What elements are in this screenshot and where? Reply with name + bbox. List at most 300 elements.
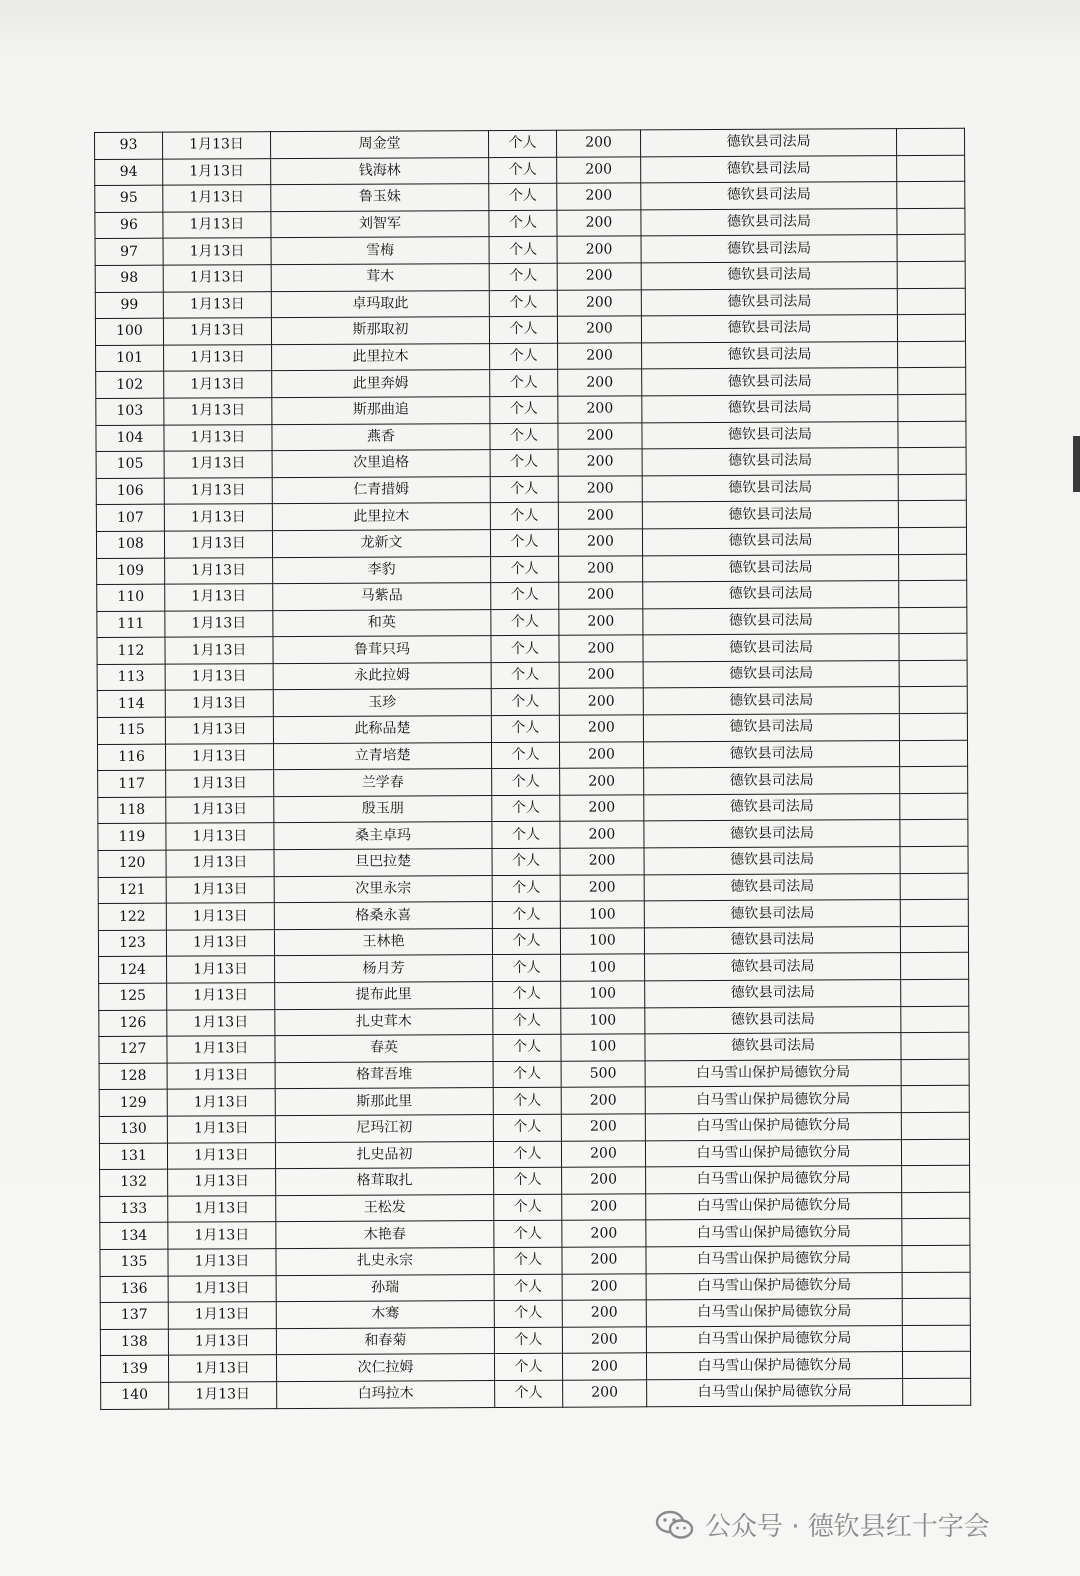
cell-donor-type: 个人 (490, 343, 558, 370)
cell-number: 117 (98, 770, 166, 797)
cell-amount: 200 (558, 476, 642, 503)
cell-date: 1月13日 (168, 1275, 276, 1302)
cell-donor-type: 个人 (493, 1008, 561, 1035)
watermark-text: 公众号 · 德钦县红十字会 (705, 1512, 990, 1542)
donation-table (94, 128, 971, 1410)
cell-amount: 200 (559, 635, 643, 662)
cell-remark (898, 474, 966, 501)
cell-date: 1月13日 (166, 903, 274, 930)
cell-donor-name: 扎史茸木 (275, 1008, 493, 1036)
cell-date: 1月13日 (165, 664, 273, 691)
cell-donor-name: 王松发 (276, 1194, 494, 1222)
cell-donor-type: 个人 (493, 1088, 561, 1115)
cell-donor-name: 雪梅 (271, 237, 489, 265)
cell-donor-name: 和春菊 (276, 1327, 494, 1355)
cell-donor-type: 个人 (490, 529, 558, 556)
table-row (97, 580, 967, 611)
cell-number: 109 (97, 558, 165, 585)
table-row (95, 314, 965, 345)
table-row (100, 1352, 970, 1383)
cell-work-unit: 德钦县司法局 (643, 554, 899, 582)
cell-donor-name: 桑主卓玛 (274, 822, 492, 850)
cell-work-unit: 德钦县司法局 (642, 341, 898, 369)
cell-date: 1月13日 (163, 185, 271, 212)
table-row (96, 447, 966, 478)
table-row (99, 979, 969, 1010)
table-row (96, 527, 966, 558)
cell-date: 1月13日 (168, 1302, 276, 1329)
cell-date: 1月13日 (168, 1195, 276, 1222)
cell-donor-name: 次里永宗 (274, 875, 492, 903)
cell-donor-type: 个人 (493, 1141, 561, 1168)
cell-donor-type: 个人 (491, 662, 559, 689)
cell-work-unit: 德钦县司法局 (644, 926, 900, 954)
table-row (98, 820, 968, 851)
cell-donor-name: 次里追格 (272, 450, 490, 478)
table-row (100, 1165, 970, 1196)
cell-donor-name: 兰学春 (274, 769, 492, 797)
cell-donor-name: 格茸取扎 (276, 1168, 494, 1196)
cell-date: 1月13日 (167, 1116, 275, 1143)
cell-donor-type: 个人 (491, 715, 559, 742)
cell-amount: 200 (558, 529, 642, 556)
cell-date: 1月13日 (164, 371, 272, 398)
table-row (100, 1272, 970, 1303)
cell-amount: 200 (558, 422, 642, 449)
cell-number: 127 (99, 1036, 167, 1063)
cell-amount: 100 (560, 928, 644, 955)
cell-date: 1月13日 (165, 584, 273, 611)
cell-donor-name: 燕香 (272, 423, 490, 451)
cell-donor-type: 个人 (492, 768, 560, 795)
cell-date: 1月13日 (167, 1036, 275, 1063)
table-row (98, 846, 968, 877)
cell-work-unit: 德钦县司法局 (645, 1006, 901, 1034)
cell-donor-name: 茸木 (271, 264, 489, 292)
cell-date: 1月13日 (168, 1328, 276, 1355)
cell-work-unit: 德钦县司法局 (643, 581, 899, 609)
cell-date: 1月13日 (163, 132, 271, 159)
cell-amount: 200 (559, 582, 643, 609)
cell-date: 1月13日 (165, 743, 273, 770)
cell-work-unit: 德钦县司法局 (642, 395, 898, 423)
cell-donor-type: 个人 (493, 1114, 561, 1141)
cell-amount: 200 (557, 210, 641, 237)
cell-number: 95 (95, 185, 163, 212)
cell-remark (899, 554, 967, 581)
table-row (95, 208, 965, 239)
cell-donor-type: 个人 (491, 689, 559, 716)
cell-number: 112 (97, 637, 165, 664)
cell-amount: 200 (557, 183, 641, 210)
cell-remark (900, 846, 968, 873)
cell-donor-name: 龙新文 (272, 529, 490, 557)
table-row (98, 873, 968, 904)
cell-work-unit: 白马雪山保护局德钦分局 (646, 1325, 902, 1353)
cell-work-unit: 白马雪山保护局德钦分局 (646, 1219, 902, 1247)
cell-number: 106 (96, 478, 164, 505)
cell-remark (902, 1272, 970, 1299)
cell-amount: 200 (563, 1380, 647, 1407)
cell-amount: 200 (561, 1114, 645, 1141)
cell-donor-type: 个人 (493, 1034, 561, 1061)
cell-donor-name: 格桑永喜 (274, 902, 492, 930)
cell-donor-name: 尼玛江初 (275, 1115, 493, 1143)
cell-work-unit: 白马雪山保护局德钦分局 (647, 1378, 903, 1406)
cell-remark (902, 1245, 970, 1272)
cell-date: 1月13日 (165, 717, 273, 744)
cell-date: 1月13日 (167, 1089, 275, 1116)
cell-donor-name: 斯那曲追 (272, 397, 490, 425)
table-row (96, 394, 966, 425)
cell-amount: 200 (562, 1300, 646, 1327)
cell-amount: 200 (557, 316, 641, 343)
cell-date: 1月13日 (163, 265, 271, 292)
cell-number: 105 (96, 451, 164, 478)
cell-donor-type: 个人 (493, 981, 561, 1008)
cell-remark (901, 1086, 969, 1113)
table-row (100, 1325, 970, 1356)
cell-donor-name: 此称品楚 (273, 716, 491, 744)
cell-date: 1月13日 (164, 531, 272, 558)
cell-amount: 200 (559, 688, 643, 715)
cell-donor-name: 格茸吾堆 (275, 1061, 493, 1089)
cell-donor-name: 斯那取初 (271, 317, 489, 345)
cell-amount: 100 (561, 954, 645, 981)
cell-amount: 200 (560, 848, 644, 875)
cell-donor-name: 提布此里 (275, 982, 493, 1010)
cell-remark (900, 899, 968, 926)
cell-amount: 200 (560, 795, 644, 822)
cell-number: 97 (95, 239, 163, 266)
table-row (95, 261, 965, 292)
cell-remark (899, 740, 967, 767)
table-row (95, 128, 965, 159)
table-row (96, 368, 966, 399)
cell-donor-name: 刘智军 (271, 210, 489, 238)
cell-remark (901, 1112, 969, 1139)
cell-work-unit: 德钦县司法局 (643, 607, 899, 635)
cell-number: 119 (98, 824, 166, 851)
cell-amount: 200 (559, 741, 643, 768)
cell-number: 115 (97, 717, 165, 744)
cell-donor-name: 仁青措姆 (272, 476, 490, 504)
table-row (99, 1086, 969, 1117)
cell-donor-type: 个人 (492, 901, 560, 928)
cell-donor-name: 白玛拉木 (277, 1380, 495, 1408)
cell-donor-type: 个人 (490, 396, 558, 423)
table-row (100, 1298, 970, 1329)
table-row (99, 1032, 969, 1063)
table-row (97, 607, 967, 638)
table-row (99, 1006, 969, 1037)
cell-donor-name: 木艳春 (276, 1221, 494, 1249)
cell-remark (897, 155, 965, 182)
cell-date: 1月13日 (166, 850, 274, 877)
cell-donor-type: 个人 (494, 1247, 562, 1274)
cell-number: 96 (95, 212, 163, 239)
table-row (97, 713, 967, 744)
cell-amount: 200 (560, 874, 644, 901)
cell-amount: 200 (558, 396, 642, 423)
cell-work-unit: 白马雪山保护局德钦分局 (646, 1352, 902, 1380)
cell-date: 1月13日 (165, 557, 273, 584)
cell-work-unit: 德钦县司法局 (643, 634, 899, 662)
cell-work-unit: 德钦县司法局 (642, 527, 898, 555)
table-row (95, 155, 965, 186)
wechat-icon (655, 1510, 695, 1540)
cell-number: 129 (99, 1090, 167, 1117)
cell-remark (899, 634, 967, 661)
cell-donor-type: 个人 (494, 1221, 562, 1248)
cell-date: 1月13日 (163, 158, 271, 185)
cell-donor-name: 立青培楚 (273, 742, 491, 770)
cell-donor-type: 个人 (489, 316, 557, 343)
cell-remark (898, 501, 966, 528)
cell-work-unit: 德钦县司法局 (642, 448, 898, 476)
cell-number: 93 (95, 132, 163, 159)
cell-amount: 200 (559, 715, 643, 742)
cell-remark (899, 580, 967, 607)
cell-donor-type: 个人 (491, 556, 559, 583)
cell-remark (900, 926, 968, 953)
cell-number: 100 (95, 318, 163, 345)
cell-date: 1月13日 (166, 876, 274, 903)
cell-donor-type: 个人 (490, 423, 558, 450)
cell-number: 101 (96, 345, 164, 372)
cell-amount: 100 (561, 981, 645, 1008)
cell-work-unit: 德钦县司法局 (642, 368, 898, 396)
cell-number: 132 (100, 1169, 168, 1196)
cell-donor-name: 王林艳 (274, 928, 492, 956)
cell-remark (903, 1378, 971, 1405)
cell-remark (899, 607, 967, 634)
cell-remark (897, 181, 965, 208)
cell-work-unit: 德钦县司法局 (640, 129, 896, 157)
cell-work-unit: 德钦县司法局 (643, 740, 899, 768)
cell-number: 114 (97, 691, 165, 718)
cell-amount: 200 (561, 1140, 645, 1167)
cell-work-unit: 白马雪山保护局德钦分局 (645, 1139, 901, 1167)
cell-date: 1月13日 (163, 211, 271, 238)
cell-date: 1月13日 (166, 796, 274, 823)
cell-donor-name: 次仁拉姆 (276, 1354, 494, 1382)
cell-amount: 200 (558, 502, 642, 529)
cell-work-unit: 白马雪山保护局德钦分局 (646, 1166, 902, 1194)
cell-donor-name: 和英 (273, 609, 491, 637)
cell-donor-name: 殷玉朋 (274, 795, 492, 823)
cell-number: 134 (100, 1222, 168, 1249)
cell-amount: 200 (557, 236, 641, 263)
cell-donor-name: 卓玛取此 (271, 290, 489, 318)
cell-remark (899, 660, 967, 687)
cell-remark (898, 368, 966, 395)
cell-amount: 200 (557, 289, 641, 316)
cell-remark (901, 1006, 969, 1033)
cell-date: 1月13日 (167, 983, 275, 1010)
cell-amount: 200 (556, 130, 640, 157)
cell-date: 1月13日 (166, 929, 274, 956)
cell-work-unit: 白马雪山保护局德钦分局 (646, 1246, 902, 1274)
cell-donor-name: 扎史永宗 (276, 1247, 494, 1275)
cell-donor-type: 个人 (494, 1354, 562, 1381)
table-row (95, 181, 965, 212)
cell-donor-name: 马紫品 (273, 583, 491, 611)
cell-number: 130 (99, 1116, 167, 1143)
cell-amount: 200 (559, 555, 643, 582)
cell-date: 1月13日 (164, 504, 272, 531)
table-row (97, 634, 967, 665)
cell-work-unit: 德钦县司法局 (643, 687, 899, 715)
cell-work-unit: 德钦县司法局 (641, 262, 897, 290)
cell-date: 1月13日 (163, 238, 271, 265)
cell-number: 113 (97, 664, 165, 691)
table-row (98, 793, 968, 824)
cell-donor-type: 个人 (494, 1167, 562, 1194)
cell-amount: 200 (558, 343, 642, 370)
cell-donor-name: 鲁玉妹 (271, 184, 489, 212)
cell-work-unit: 德钦县司法局 (641, 288, 897, 316)
cell-amount: 200 (562, 1247, 646, 1274)
cell-donor-type: 个人 (492, 822, 560, 849)
cell-number: 99 (95, 292, 163, 319)
cell-donor-type: 个人 (489, 210, 557, 237)
cell-work-unit: 德钦县司法局 (641, 208, 897, 236)
cell-remark (897, 288, 965, 315)
cell-remark (901, 1059, 969, 1086)
cell-donor-name: 春英 (275, 1035, 493, 1063)
cell-remark (897, 261, 965, 288)
cell-number: 133 (100, 1196, 168, 1223)
cell-amount: 500 (561, 1061, 645, 1088)
cell-remark (900, 766, 968, 793)
cell-amount: 200 (557, 263, 641, 290)
cell-remark (897, 235, 965, 262)
table-row (99, 1059, 969, 1090)
cell-work-unit: 德钦县司法局 (641, 182, 897, 210)
cell-donor-name: 鲁茸只玛 (273, 636, 491, 664)
cell-number: 98 (95, 265, 163, 292)
cell-remark (898, 394, 966, 421)
cell-amount: 200 (558, 369, 642, 396)
cell-remark (898, 527, 966, 554)
cell-donor-type: 个人 (490, 476, 558, 503)
cell-number: 123 (98, 930, 166, 957)
cell-number: 137 (100, 1302, 168, 1329)
cell-date: 1月13日 (166, 823, 274, 850)
cell-number: 110 (97, 584, 165, 611)
cell-work-unit: 白马雪山保护局德钦分局 (646, 1299, 902, 1327)
cell-work-unit: 白马雪山保护局德钦分局 (645, 1113, 901, 1141)
cell-donor-type: 个人 (494, 1327, 562, 1354)
cell-date: 1月13日 (168, 1249, 276, 1276)
table-row (96, 474, 966, 505)
cell-donor-type: 个人 (495, 1380, 563, 1407)
cell-remark (900, 820, 968, 847)
cell-donor-type: 个人 (489, 290, 557, 317)
cell-work-unit: 德钦县司法局 (645, 980, 901, 1008)
cell-remark (898, 341, 966, 368)
cell-remark (901, 1032, 969, 1059)
cell-work-unit: 德钦县司法局 (642, 421, 898, 449)
cell-date: 1月13日 (165, 610, 273, 637)
cell-date: 1月13日 (167, 1062, 275, 1089)
cell-amount: 200 (561, 1087, 645, 1114)
cell-amount: 200 (562, 1327, 646, 1354)
cell-number: 104 (96, 425, 164, 452)
cell-amount: 200 (560, 821, 644, 848)
cell-amount: 200 (562, 1273, 646, 1300)
cell-donor-name: 扎史品初 (275, 1141, 493, 1169)
cell-amount: 100 (561, 1034, 645, 1061)
cell-donor-type: 个人 (490, 503, 558, 530)
table-row (96, 421, 966, 452)
table-row (98, 926, 968, 957)
cell-work-unit: 白马雪山保护局德钦分局 (646, 1192, 902, 1220)
cell-work-unit: 德钦县司法局 (645, 953, 901, 981)
cell-work-unit: 德钦县司法局 (642, 474, 898, 502)
cell-date: 1月13日 (163, 291, 271, 318)
cell-work-unit: 德钦县司法局 (641, 155, 897, 183)
cell-donor-type: 个人 (494, 1194, 562, 1221)
cell-donor-type: 个人 (488, 130, 556, 157)
cell-donor-name: 李豹 (273, 556, 491, 584)
cell-amount: 200 (562, 1194, 646, 1221)
cell-donor-type: 个人 (494, 1300, 562, 1327)
cell-date: 1月13日 (167, 956, 275, 983)
table-row (97, 740, 967, 771)
cell-number: 103 (96, 398, 164, 425)
cell-number: 140 (101, 1382, 169, 1409)
cell-work-unit: 德钦县司法局 (645, 1033, 901, 1061)
cell-number: 125 (99, 983, 167, 1010)
cell-date: 1月13日 (167, 1142, 275, 1169)
cell-remark (902, 1165, 970, 1192)
cell-date: 1月13日 (169, 1382, 277, 1409)
cell-number: 121 (98, 877, 166, 904)
cell-remark (896, 128, 964, 155)
cell-remark (902, 1192, 970, 1219)
cell-date: 1月13日 (164, 477, 272, 504)
table-row (95, 235, 965, 266)
cell-number: 116 (97, 744, 165, 771)
cell-donor-type: 个人 (494, 1274, 562, 1301)
cell-number: 118 (98, 797, 166, 824)
cell-donor-type: 个人 (490, 370, 558, 397)
cell-date: 1月13日 (166, 770, 274, 797)
cell-donor-type: 个人 (492, 795, 560, 822)
cell-work-unit: 德钦县司法局 (644, 793, 900, 821)
donation-table-body (95, 128, 971, 1409)
cell-donor-name: 永此拉姆 (273, 662, 491, 690)
cell-donor-type: 个人 (492, 928, 560, 955)
table-row (98, 899, 968, 930)
cell-amount: 200 (562, 1167, 646, 1194)
cell-amount: 200 (558, 449, 642, 476)
cell-amount: 200 (559, 609, 643, 636)
cell-number: 120 (98, 850, 166, 877)
cell-donor-name: 此里奔姆 (272, 370, 490, 398)
cell-date: 1月13日 (164, 451, 272, 478)
table-row (96, 341, 966, 372)
cell-donor-type: 个人 (490, 449, 558, 476)
cell-donor-name: 木骞 (276, 1301, 494, 1329)
cell-date: 1月13日 (164, 424, 272, 451)
cell-work-unit: 白马雪山保护局德钦分局 (646, 1272, 902, 1300)
cell-work-unit: 德钦县司法局 (642, 501, 898, 529)
table-row (100, 1219, 970, 1250)
cell-date: 1月13日 (164, 398, 272, 425)
